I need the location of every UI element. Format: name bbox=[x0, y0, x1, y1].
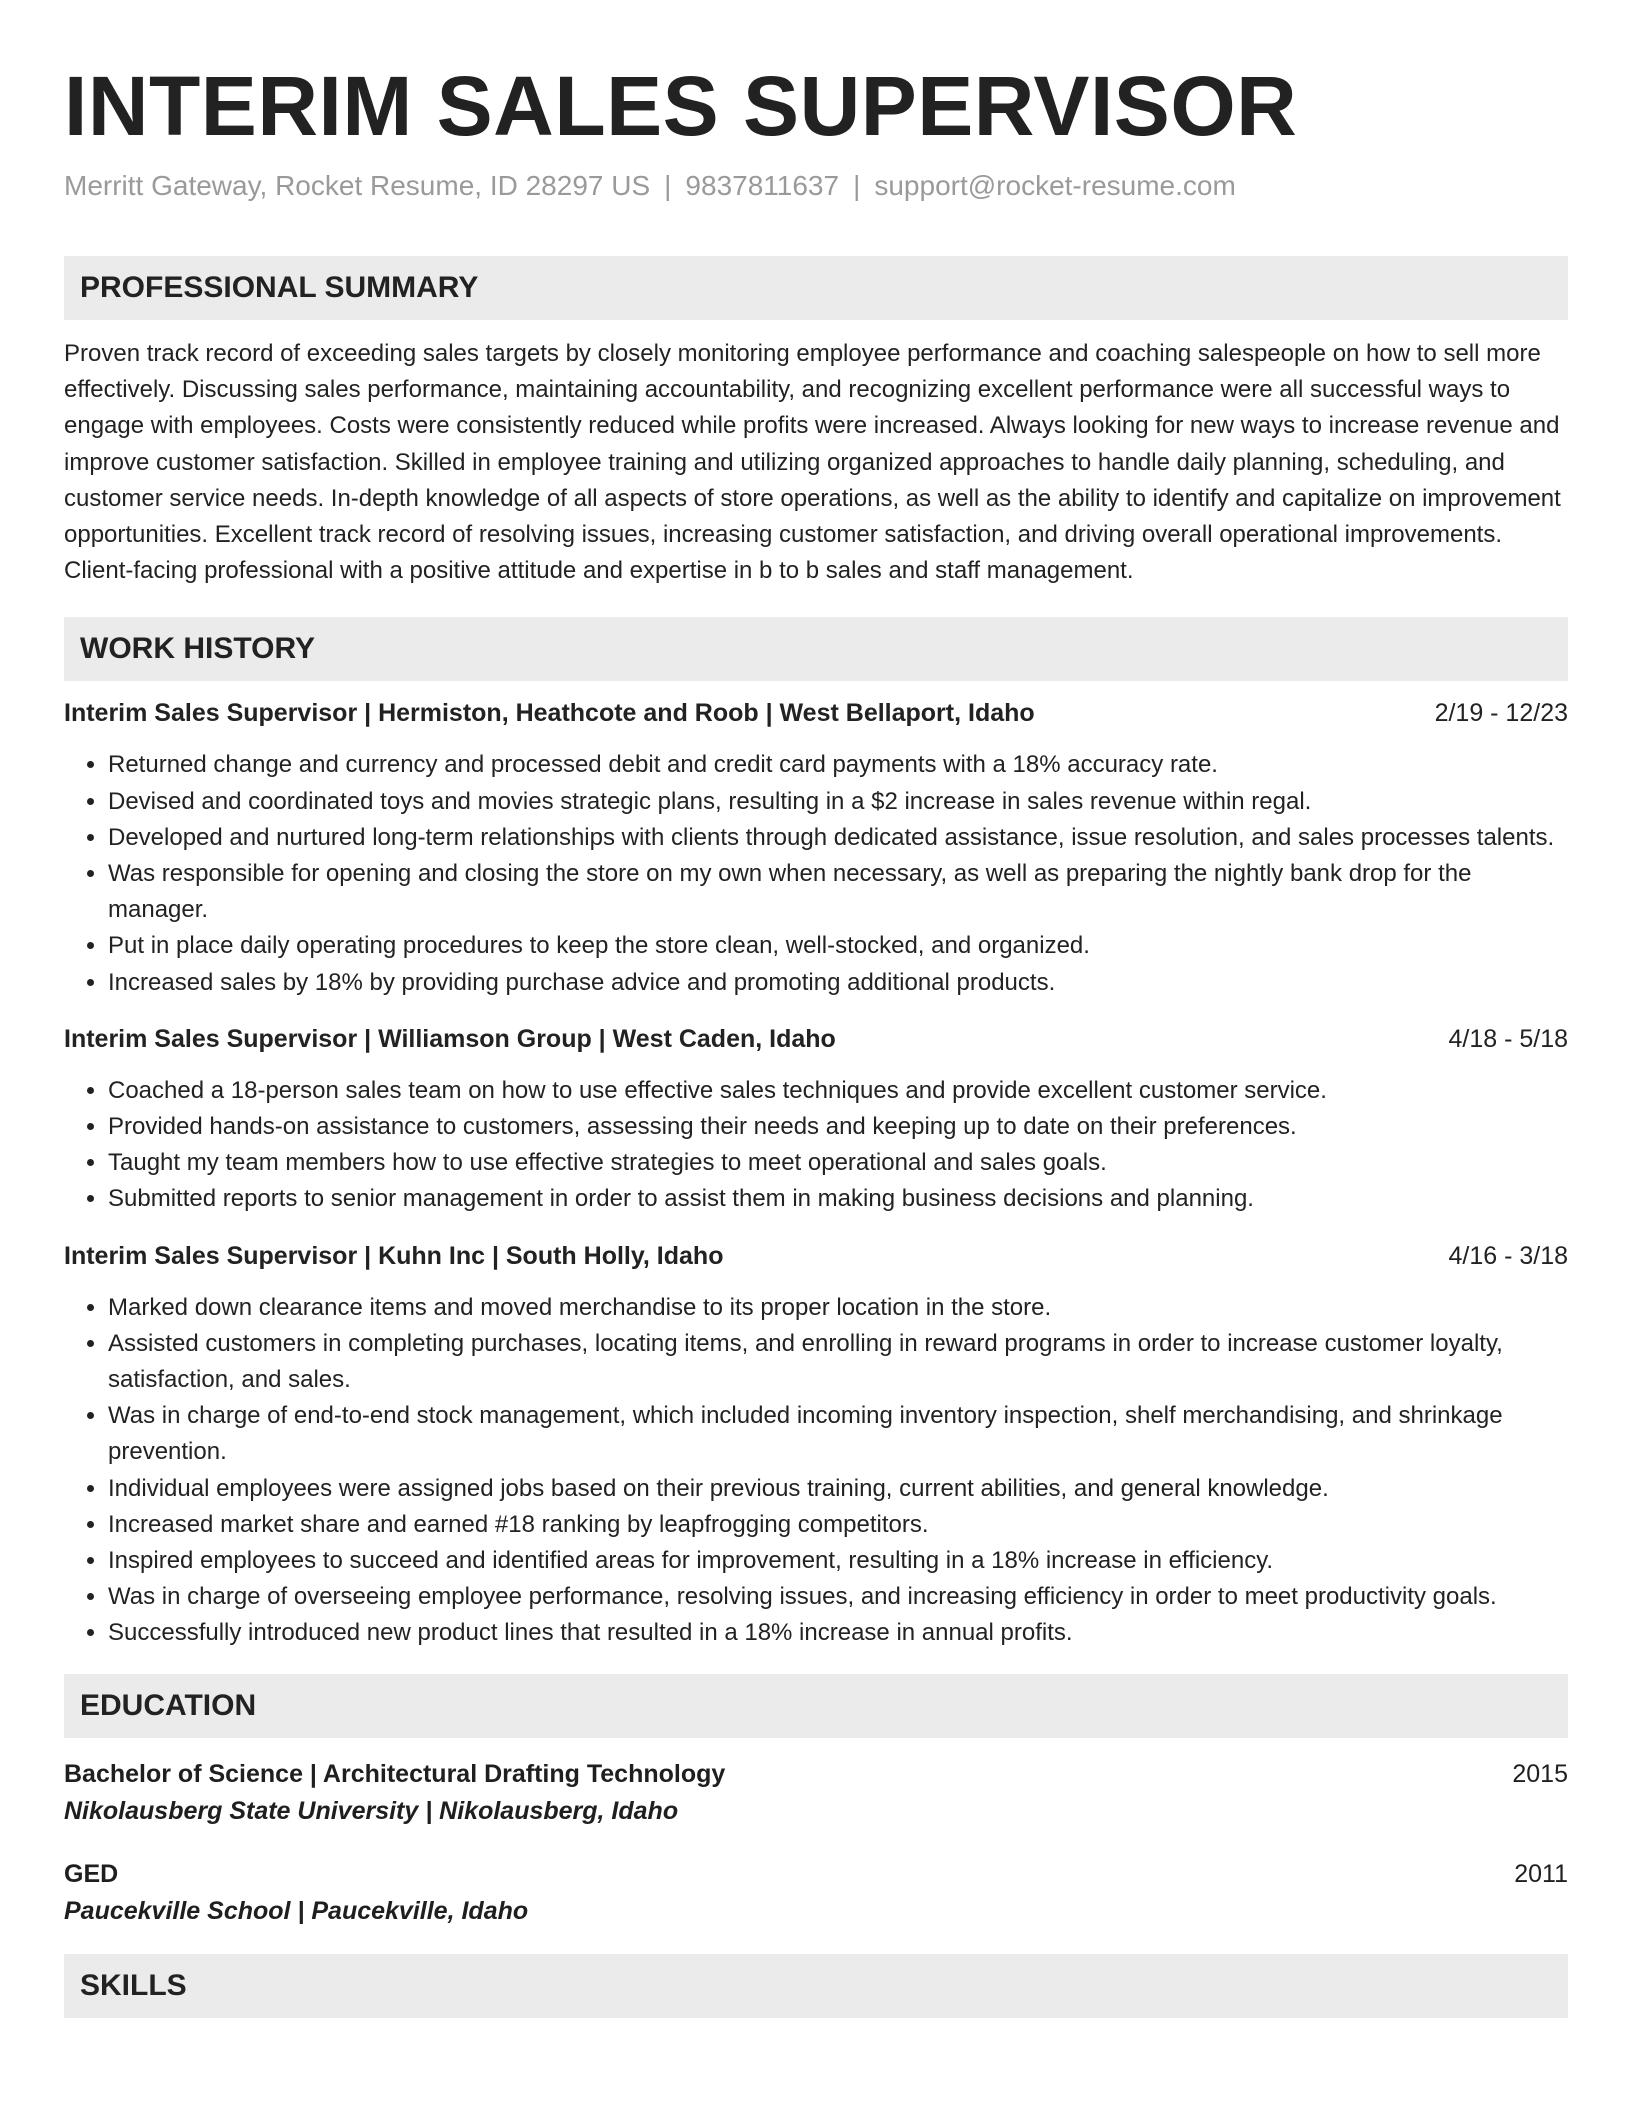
job-bullet: • Marked down clearance items and moved merchandise to its proper location in the store. bbox=[108, 1290, 1568, 1326]
job-dates: 4/16 - 3/18 bbox=[1448, 1241, 1568, 1270]
section-header-work-history: WORK HISTORY bbox=[64, 617, 1568, 681]
job-entry bbox=[64, 1021, 1568, 1218]
education-school: Nikolausberg State University | Nikolausberg, Idaho bbox=[64, 1796, 679, 1825]
job-title: Interim Sales Supervisor | Kuhn Inc | South Holly, Idaho bbox=[64, 1241, 724, 1270]
summary-text: Proven track record of exceeding sales targets by closely monitoring employee performance and coaching salespeople on how to sell more effectively. Discussing sales performance, maintaining accountability, and recognizing excellent performance were all successful ways to engage with employees. Costs were consistently reduced while profits were increased. Always looking for new ways to increase revenue and improve customer satisfaction. Skilled in employee training and utilizing organized approaches to handle daily planning, scheduling, and customer service needs. In-depth knowledge of all aspects of store operations, as well as the ability to identify and capitalize on improvement opportunities. Excellent track record of resolving issues, increasing customer satisfaction, and driving overall operational improvements. Client-facing professional with a positive attitude and expertise in b to b sales and staff management. bbox=[64, 340, 1561, 585]
job-bullet: • Returned change and currency and processed debit and credit card payments with a 18% accuracy rate. bbox=[108, 747, 1568, 783]
job-bullets bbox=[64, 1073, 1568, 1218]
job-bullet: • Provided hands-on assistance to customers, assessing their needs and keeping up to date on their preferences. bbox=[108, 1109, 1568, 1145]
education-degree: Bachelor of Science | Architectural Drafting Technology bbox=[64, 1759, 726, 1788]
contact-separator: | bbox=[664, 170, 672, 201]
job-dates: 2/19 - 12/23 bbox=[1434, 699, 1568, 728]
job-dates: 4/18 - 5/18 bbox=[1448, 1024, 1568, 1053]
job-heading-row bbox=[64, 1238, 1568, 1274]
education-school: Paucekville School | Paucekville, Idaho bbox=[64, 1896, 529, 1925]
job-entry bbox=[64, 1238, 1568, 1652]
job-bullet: • Submitted reports to senior management in order to assist them in making business decisions and planning. bbox=[108, 1181, 1568, 1217]
education-entry bbox=[64, 1856, 1568, 1930]
job-title: Interim Sales Supervisor | Williamson Group | West Caden, Idaho bbox=[64, 1024, 836, 1053]
job-bullet: • Assisted customers in completing purchases, locating items, and enrolling in reward programs in order to increase customer loyalty, satisfaction, and sales. bbox=[108, 1326, 1568, 1398]
job-bullet: • Was in charge of overseeing employee performance, resolving issues, and increasing efficiency in order to meet productivity goals. bbox=[108, 1579, 1568, 1615]
job-bullets bbox=[64, 1290, 1568, 1652]
job-bullet: • Put in place daily operating procedures to keep the store clean, well-stocked, and organized. bbox=[108, 928, 1568, 964]
job-bullet: • Was in charge of end-to-end stock management, which included incoming inventory inspection, shelf merchandising, and shrinkage prevention. bbox=[108, 1398, 1568, 1470]
contact-line bbox=[64, 168, 1568, 204]
contact-address: Merritt Gateway, Rocket Resume, ID 28297 US bbox=[64, 170, 651, 201]
education-degree-row bbox=[64, 1756, 1568, 1792]
education-degree-row bbox=[64, 1856, 1568, 1892]
job-bullet: • Individual employees were assigned jobs based on their previous training, current abilities, and general knowledge. bbox=[108, 1471, 1568, 1507]
contact-separator: | bbox=[853, 170, 861, 201]
job-bullet: • Was responsible for opening and closing the store on my own when necessary, as well as preparing the nightly bank drop for the manager. bbox=[108, 856, 1568, 928]
job-bullet: • Devised and coordinated toys and movies strategic plans, resulting in a $2 increase in sales revenue within regal. bbox=[108, 784, 1568, 820]
education-degree: GED bbox=[64, 1859, 119, 1888]
job-heading-row bbox=[64, 1021, 1568, 1057]
job-bullet: • Developed and nurtured long-term relationships with clients through dedicated assistance, issue resolution, and sales processes talents. bbox=[108, 820, 1568, 856]
education-year: 2011 bbox=[1514, 1859, 1568, 1888]
job-bullet: • Inspired employees to succeed and identified areas for improvement, resulting in a 18% increase in efficiency. bbox=[108, 1543, 1568, 1579]
education-entry bbox=[64, 1756, 1568, 1830]
contact-email: support@rocket-resume.com bbox=[874, 170, 1236, 201]
resume-name: INTERIM SALES SUPERVISOR bbox=[64, 59, 1298, 153]
job-bullet: • Coached a 18-person sales team on how to use effective sales techniques and provide excellent customer service. bbox=[108, 1073, 1568, 1109]
section-header-education: EDUCATION bbox=[64, 1674, 1568, 1738]
job-title: Interim Sales Supervisor | Hermiston, Heathcote and Roob | West Bellaport, Idaho bbox=[64, 699, 1035, 728]
job-bullets bbox=[64, 747, 1568, 1000]
job-bullet: • Taught my team members how to use effective strategies to meet operational and sales goals. bbox=[108, 1145, 1568, 1181]
job-bullet: • Increased market share and earned #18 ranking by leapfrogging competitors. bbox=[108, 1507, 1568, 1543]
contact-phone: 9837811637 bbox=[685, 170, 840, 201]
job-bullet: • Successfully introduced new product lines that resulted in a 18% increase in annual profits. bbox=[108, 1615, 1568, 1651]
section-header-professional-summary: PROFESSIONAL SUMMARY bbox=[64, 256, 1568, 320]
job-bullet: • Increased sales by 18% by providing purchase advice and promoting additional products. bbox=[108, 965, 1568, 1001]
job-heading-row bbox=[64, 695, 1568, 731]
education-year: 2015 bbox=[1512, 1759, 1568, 1788]
section-header-skills: SKILLS bbox=[64, 1954, 1568, 2018]
job-entry bbox=[64, 695, 1568, 1000]
